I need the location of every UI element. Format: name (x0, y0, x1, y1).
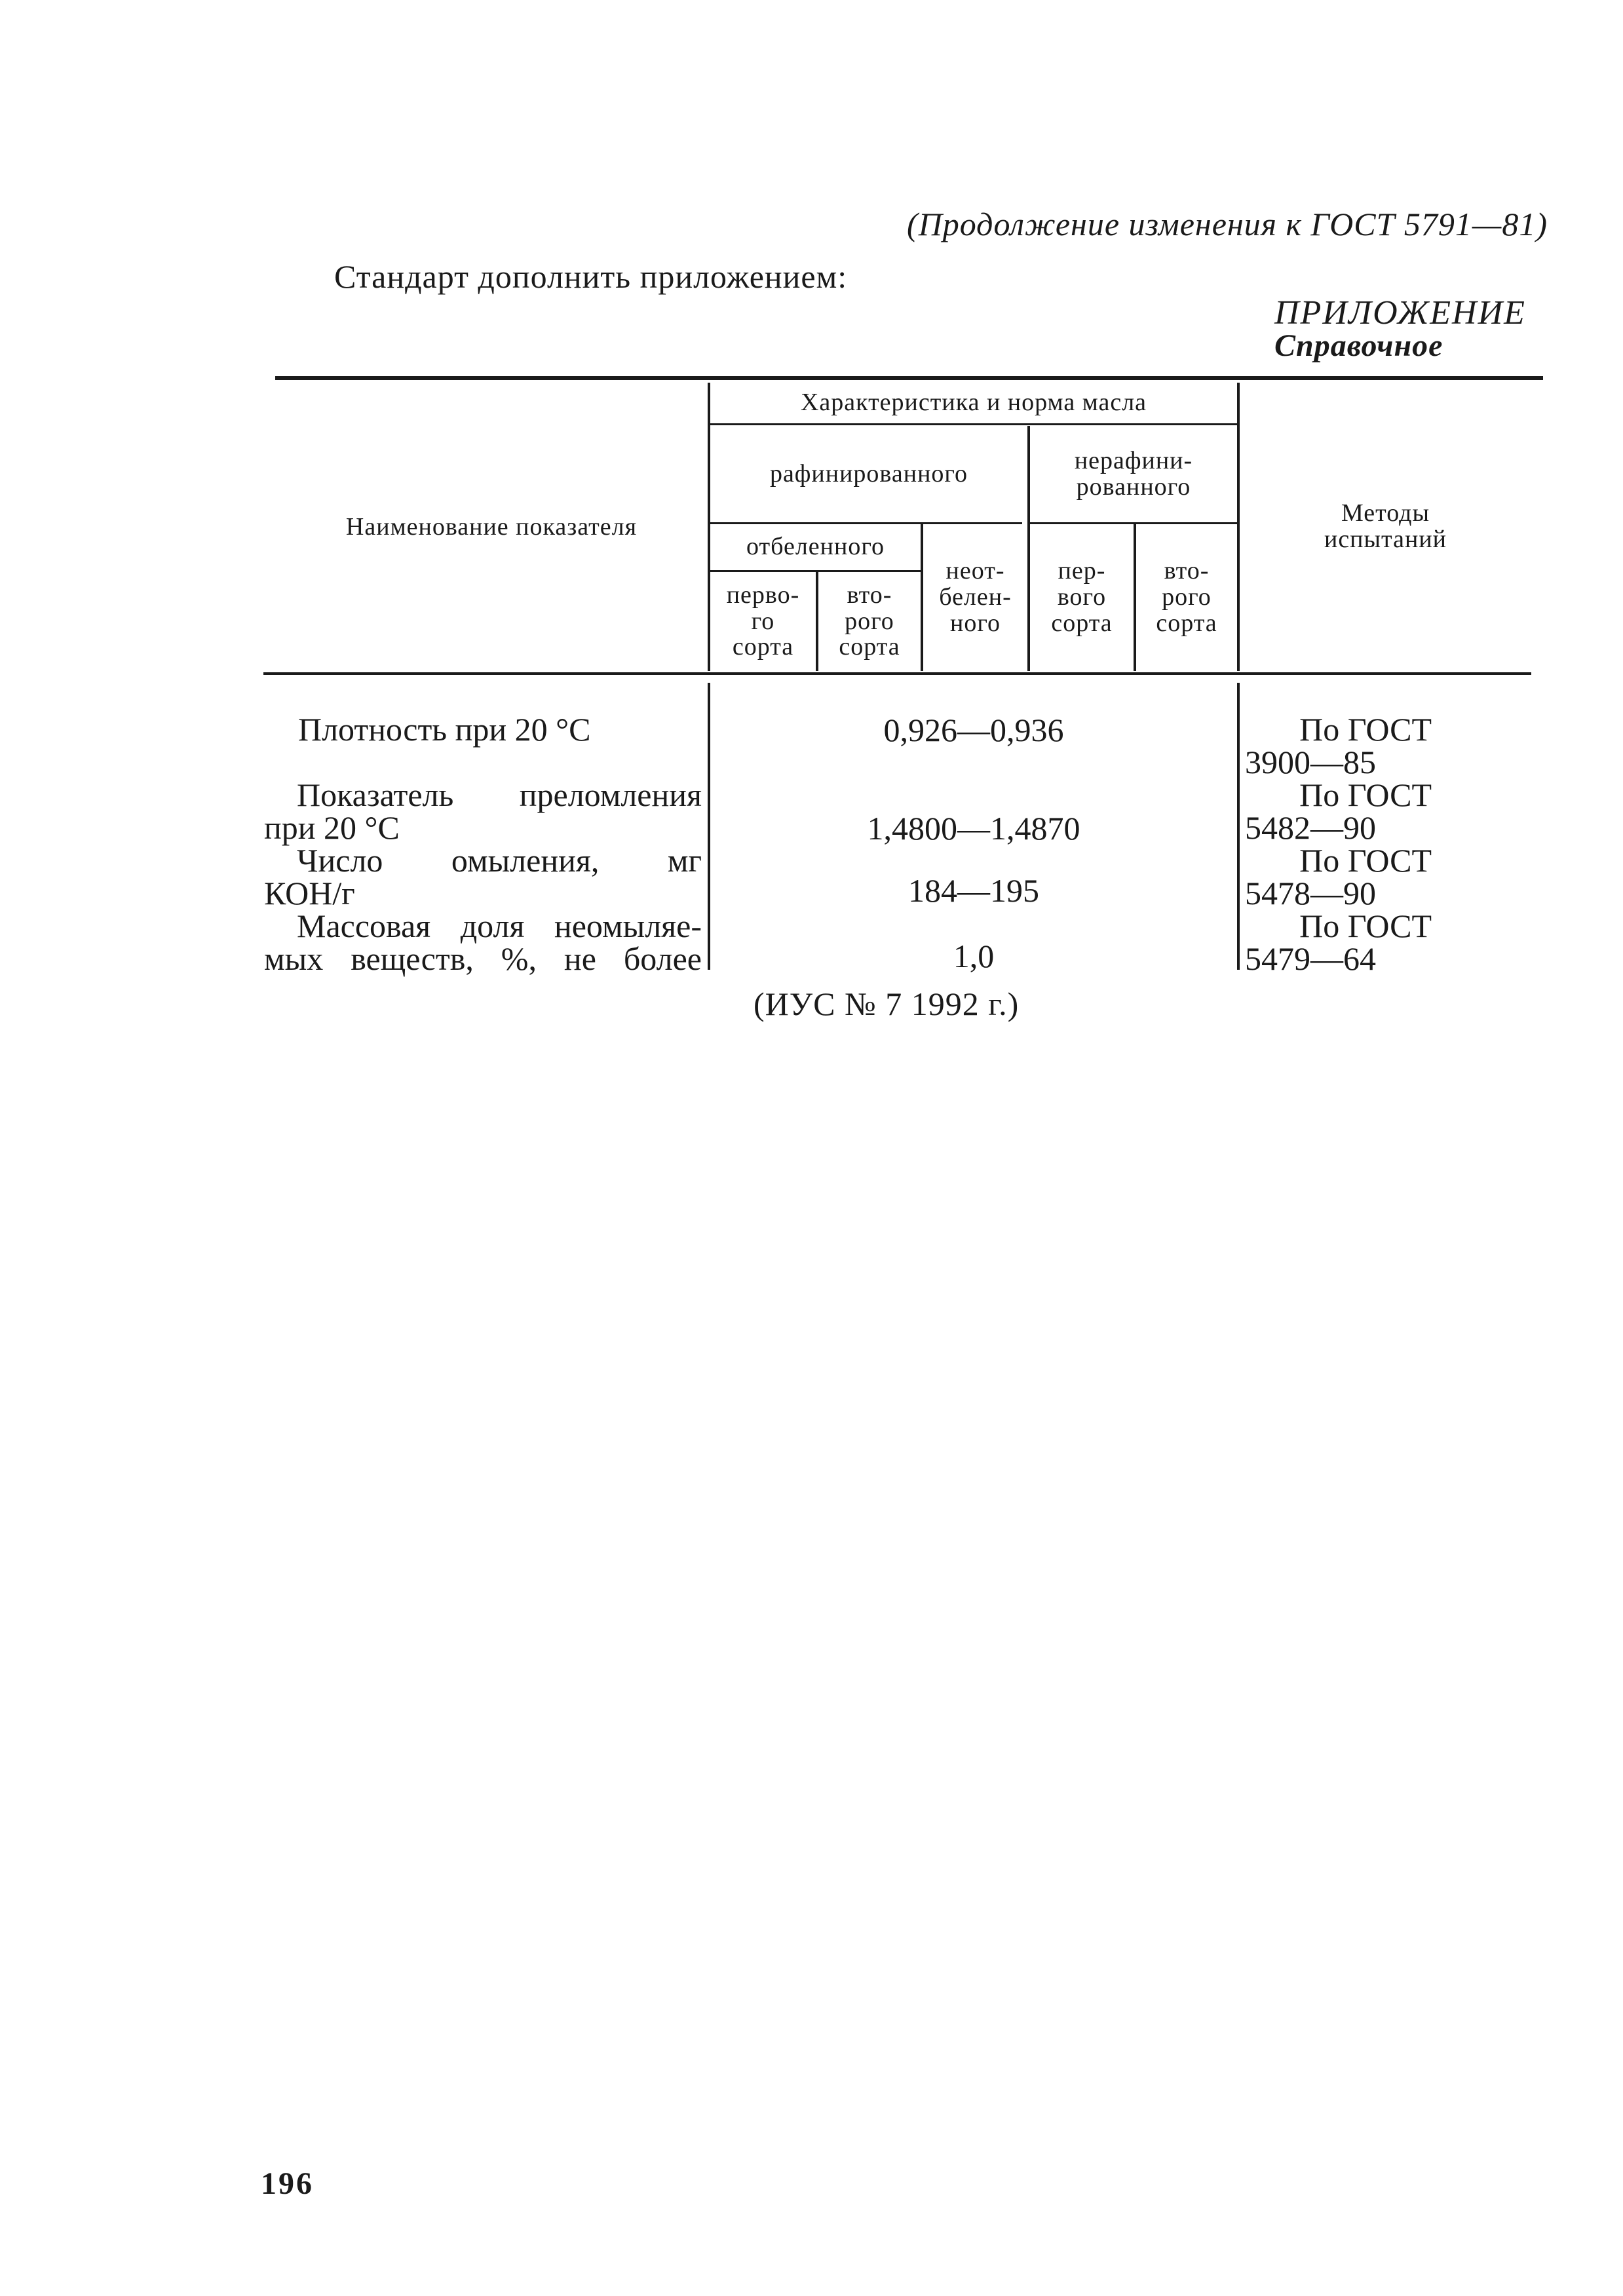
appendix-title: ПРИЛОЖЕНИЕ (1274, 294, 1526, 332)
method-number: 5478—90 (1245, 875, 1376, 911)
appendix-subtitle: Справочное (1274, 328, 1443, 363)
method-prefix: По ГОСТ (1299, 842, 1432, 879)
header-bleached-second-grade: вто- рого сорта (839, 581, 900, 661)
header-unrefined-second-grade: вто- рого сорта (1156, 557, 1217, 637)
method-prefix: По ГОСТ (1299, 711, 1432, 748)
header-refined: рафинированного (769, 459, 968, 488)
intro-text: Стандарт дополнить приложением: (334, 258, 848, 295)
method-number: 5479—64 (1245, 940, 1376, 977)
header-unrefined: нерафини- рованного (1074, 446, 1193, 501)
method-number: 5482—90 (1245, 809, 1376, 846)
name-line-1: Число омыления, мг (297, 842, 702, 879)
continuation-note: (Продолжение изменения к ГОСТ 5791—81) (907, 206, 1548, 242)
name-line-1: Показатель преломления (297, 776, 702, 813)
page-number: 196 (261, 2166, 314, 2201)
body-divider-methods (1237, 683, 1240, 970)
table-row-density-method (1245, 713, 1432, 778)
header-unbleached: неот- белен- ного (939, 557, 1012, 637)
table-row-refraction-name (264, 778, 702, 844)
header-bleached: отбеленного (746, 533, 885, 561)
table-row-density-name: Плотность при 20 °С (298, 711, 591, 748)
table-row-saponification-method (1245, 844, 1432, 909)
header-rule-char (710, 423, 1237, 425)
table-top-rule (275, 376, 1543, 380)
table-row-saponification-value: 184—195 (908, 872, 1039, 909)
table-row-refraction-value: 1,4800—1,4870 (867, 810, 1080, 847)
header-unrefined-first-grade: пер- вого сорта (1051, 557, 1113, 637)
header-bottom-rule (263, 672, 1531, 675)
name-line-1: Массовая доля неомыляе- (297, 908, 702, 944)
table-row-refraction-method (1245, 778, 1432, 844)
table-row-density-value: 0,926—0,936 (883, 712, 1064, 748)
method-prefix: По ГОСТ (1299, 908, 1432, 944)
table-row-unsaponifiable-name (264, 909, 702, 975)
table-row-saponification-name (264, 844, 702, 909)
table-row-unsaponifiable-value: 1,0 (953, 938, 995, 974)
name-line-2: КОН/г (264, 875, 355, 911)
header-bleached-first-grade: перво- го сорта (726, 581, 800, 661)
header-name: Наименование показателя (345, 513, 638, 541)
name-line-2: при 20 °С (264, 809, 400, 846)
header-methods: Методы испытаний (1324, 499, 1447, 553)
table-row-unsaponifiable-method (1245, 909, 1432, 975)
source-note: (ИУС № 7 1992 г.) (754, 985, 1020, 1022)
method-prefix: По ГОСТ (1299, 776, 1432, 813)
header-characteristic: Характеристика и норма масла (800, 389, 1147, 417)
method-number: 3900—85 (1245, 744, 1376, 780)
name-line-2: мых веществ, %, не более (264, 940, 702, 977)
